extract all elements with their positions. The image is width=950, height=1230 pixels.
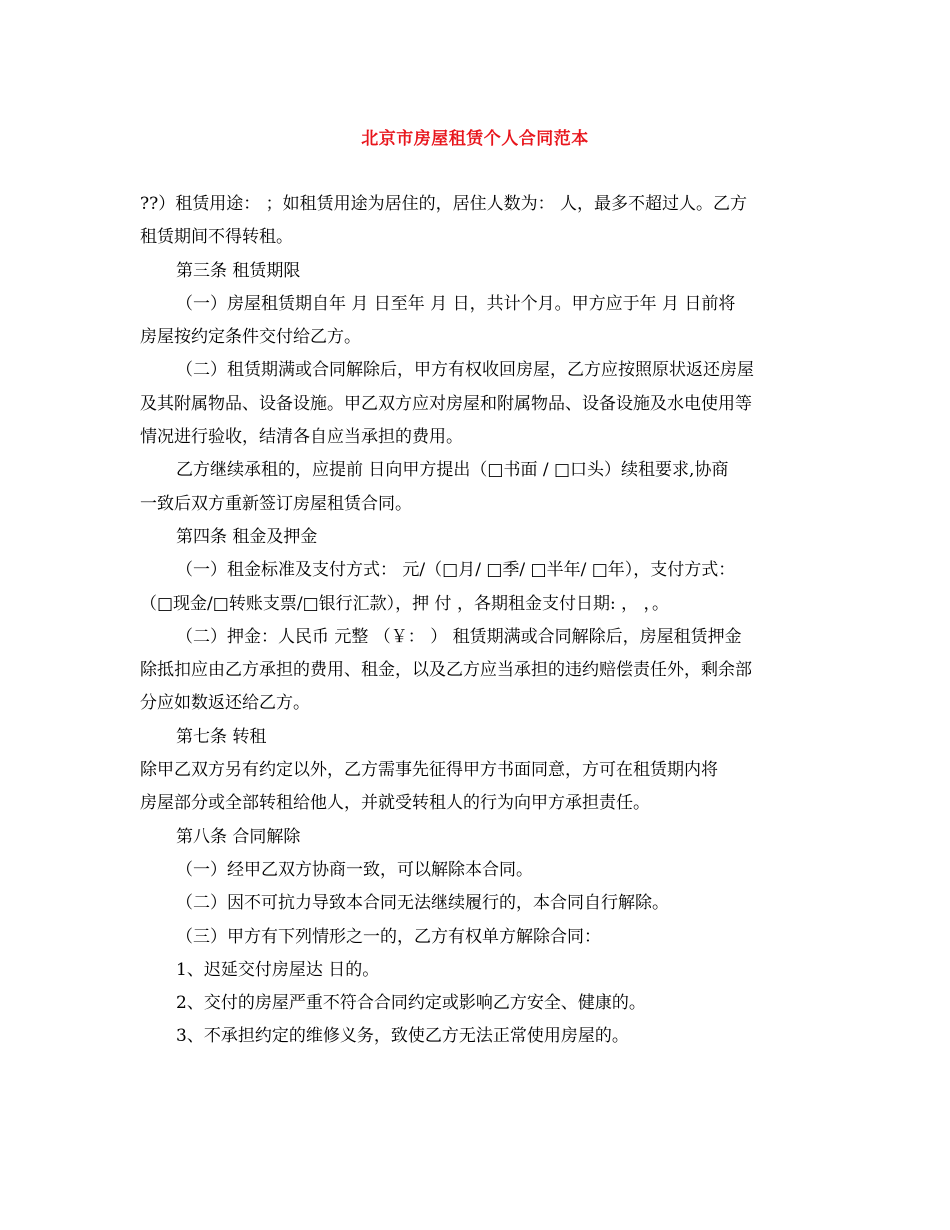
- paragraph-line: （二）租赁期满或合同解除后，甲方有权收回房屋，乙方应按照原状返还房屋: [176, 360, 754, 381]
- paragraph-line: 一致后双方重新签订房屋租赁合同。: [140, 493, 412, 514]
- paragraph-line: 情况进行验收，结清各自应当承担的费用。: [140, 427, 463, 448]
- section-heading: 第四条 租金及押金: [176, 526, 318, 547]
- section-heading: 第八条 合同解除: [176, 826, 301, 847]
- list-item: 1、迟延交付房屋达 日的。: [176, 959, 380, 980]
- paragraph-line: （一）房屋租赁期自年 月 日至年 月 日，共计个月。甲方应于年 月 日前将: [176, 293, 736, 314]
- document-body: [140, 188, 820, 1054]
- section-heading: 第三条 租赁期限: [176, 260, 301, 281]
- paragraph-line: （二）押金：人民币 元整 （￥： ） 租赁期满或合同解除后，房屋租赁押金: [176, 626, 742, 647]
- paragraph-line: ??）租赁用途： ；如租赁用途为居住的，居住人数为： 人，最多不超过人。乙方: [140, 194, 748, 214]
- paragraph-line: （一）经甲乙双方协商一致，可以解除本合同。: [176, 859, 533, 880]
- paragraph-line: 除甲乙双方另有约定以外，乙方需事先征得甲方书面同意，方可在租赁期内将: [140, 760, 718, 781]
- section-heading: 第七条 转租: [176, 726, 267, 747]
- paragraph-line: 乙方继续承租的，应提前 日向甲方提出（□书面 / □口头）续租要求,协商: [176, 460, 729, 481]
- paragraph-line: 租赁期间不得转租。: [140, 227, 293, 248]
- list-item: 2、交付的房屋严重不符合合同约定或影响乙方安全、健康的。: [176, 993, 646, 1014]
- paragraph-line: （三）甲方有下列情形之一的，乙方有权单方解除合同：: [176, 926, 601, 947]
- paragraph-line: （一）租金标准及支付方式： 元/（□月/ □季/ □半年/ □年），支付方式：: [176, 560, 736, 581]
- paragraph-line: （二）因不可抗力导致本合同无法继续履行的，本合同自行解除。: [176, 893, 669, 914]
- paragraph-line: 房屋部分或全部转租给他人，并就受转租人的行为向甲方承担责任。: [140, 793, 650, 814]
- document-title: 北京市房屋租赁个人合同范本: [361, 129, 589, 149]
- paragraph-line: 除抵扣应由乙方承担的费用、租金，以及乙方应当承担的违约赔偿责任外，剩余部: [140, 660, 752, 681]
- paragraph-line: （□现金/□转账支票/□银行汇款），押 付 ，各期租金支付日期: ， ，。: [140, 593, 669, 614]
- list-item: 3、不承担约定的维修义务，致使乙方无法正常使用房屋的。: [176, 1026, 629, 1047]
- paragraph-line: 房屋按约定条件交付给乙方。: [140, 327, 361, 348]
- paragraph-line: 分应如数返还给乙方。: [140, 693, 310, 714]
- paragraph-line: 及其附属物品、设备设施。甲乙双方应对房屋和附属物品、设备设施及水电使用等: [140, 393, 752, 414]
